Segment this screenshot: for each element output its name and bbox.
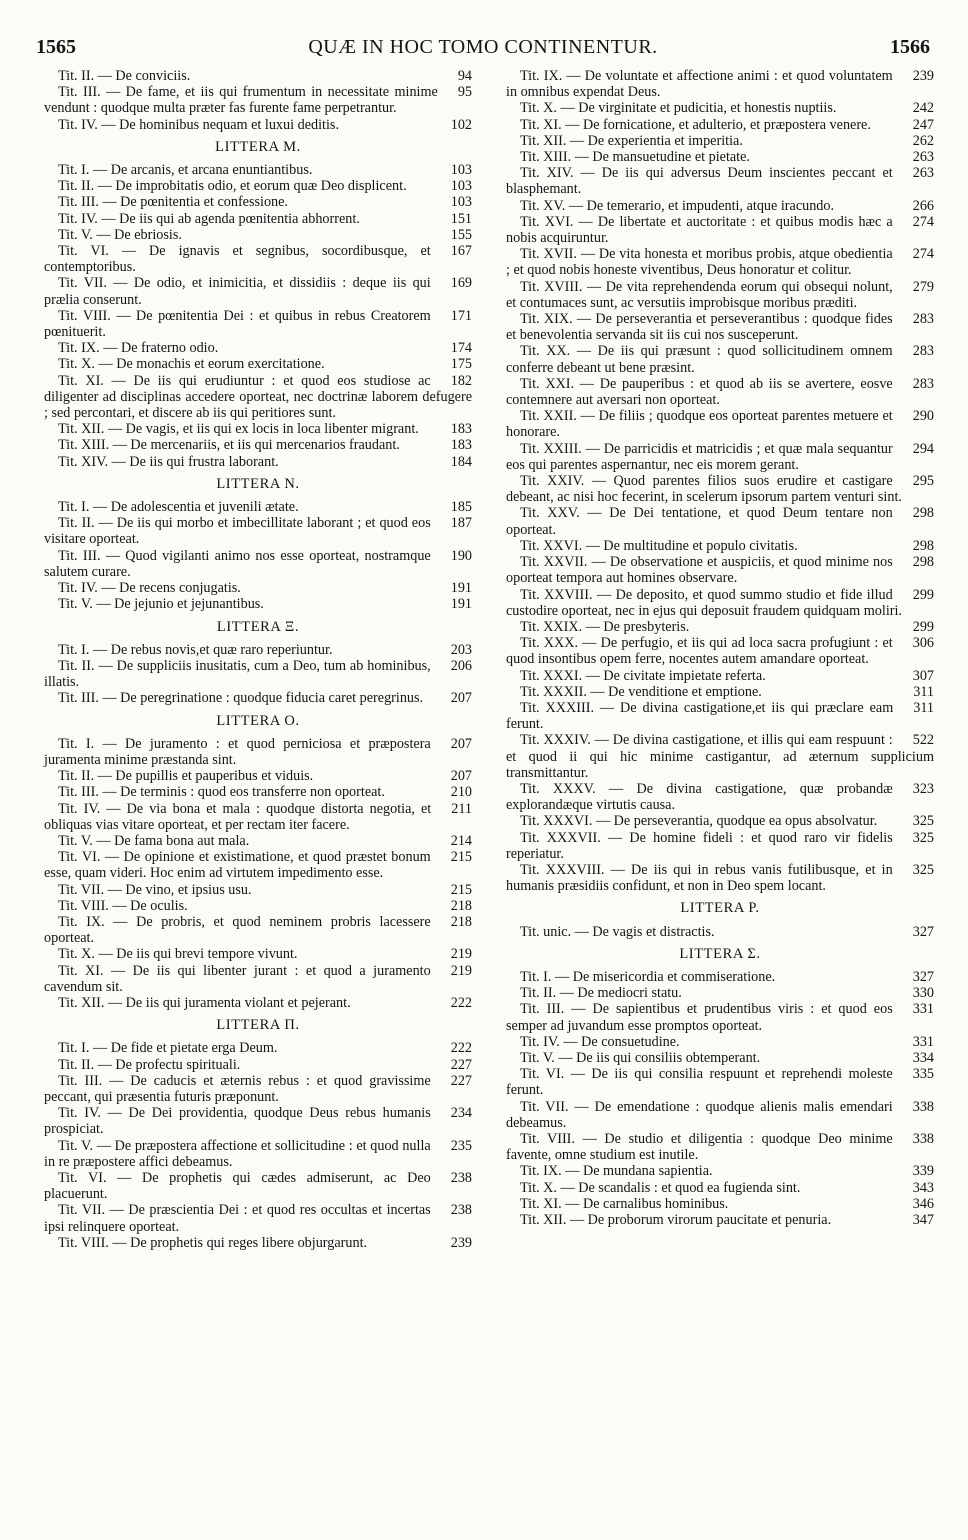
index-entry [506, 700, 934, 732]
entry-text: Tit. XII. — De experientia et imperitia. [520, 132, 743, 149]
entry-text: Tit. XIII. — De mercenariis, et iis qui mercenarios fraudant. [58, 437, 400, 454]
page-title: QUÆ IN HOC TOMO CONTINENTUR. [308, 36, 658, 58]
entry-text: Tit. I. — De misericordia et commiseratione. [520, 968, 776, 985]
index-entry [44, 1202, 472, 1234]
page-reference: 298 [912, 554, 934, 571]
entry-text: Tit. VII. — De emendatione : quodque alienis malis emendari debeamus. [506, 1098, 893, 1131]
right-column-number: 1566 [890, 36, 930, 58]
entry-text: Tit. XIII. — De mansuetudine et pietate. [520, 149, 750, 166]
page-reference: 210 [450, 784, 472, 801]
page-reference: 214 [450, 832, 472, 849]
section-heading: LITTERA N. [216, 475, 300, 492]
page-reference: 235 [450, 1137, 472, 1154]
entry-text: Tit. VI. — De iis qui consilia respuunt et reprehendi moleste ferunt. [506, 1066, 893, 1099]
index-entry [506, 198, 934, 214]
index-entry [44, 1057, 472, 1073]
page-reference: 263 [912, 165, 934, 182]
index-entry [44, 898, 472, 914]
page-reference: 207 [450, 690, 472, 707]
entry-text: Tit. XII. — De vagis, et iis qui ex locis in loca libenter migrant. [58, 421, 419, 438]
entry-text: Tit. IV. — De consuetudine. [520, 1033, 680, 1050]
page-reference: 263 [912, 149, 934, 166]
page-reference: 247 [912, 116, 934, 133]
index-entry [506, 1180, 934, 1196]
entry-text: Tit. XXIX. — De presbyteris. [520, 618, 690, 635]
index-entry [44, 849, 472, 881]
entry-text: Tit. I. — De fide et pietate erga Deum. [58, 1040, 278, 1057]
page-reference: 222 [450, 994, 472, 1011]
index-entry [506, 1099, 934, 1131]
section-heading: LITTERA O. [216, 712, 300, 729]
right-column [506, 68, 934, 1251]
section-heading: LITTERA Σ. [679, 945, 761, 962]
entry-text: Tit. IV. — De hominibus nequam et luxui deditis. [58, 116, 339, 133]
index-entry [44, 421, 472, 437]
page-reference: 298 [912, 505, 934, 522]
entry-text: Tit. XX. — De iis qui præsunt : quod sollicitudinem omnem conferre debeant ut bene præsint. [506, 343, 893, 376]
page-reference: 294 [912, 440, 934, 457]
entry-text: Tit. VII. — De odio, et inimicitia, et dissidiis : deque iis qui prælia conserunt. [44, 275, 431, 308]
index-entry [44, 84, 472, 116]
page-reference: 339 [912, 1163, 934, 1180]
page-reference: 102 [450, 116, 472, 133]
index-entry [506, 985, 934, 1001]
page-reference: 94 [457, 68, 472, 84]
page-reference: 184 [450, 453, 472, 470]
entry-text: Tit. X. — De monachis et eorum exercitatione. [58, 356, 325, 373]
page-reference: 338 [912, 1098, 934, 1115]
index-entry [506, 376, 934, 408]
index-entry [44, 690, 472, 706]
entry-text: Tit. XXIV. — Quod parentes filios suos erudire et castigare debeant, ac nisi hoc fecerint, in scelerum ipsorum partem venturi sint. [506, 473, 902, 506]
entry-text: Tit. III. — De sapientibus et prudentibus viris : et quod eos semper ad juvandum esse promptos oporteat. [506, 1001, 893, 1034]
entry-text: Tit. I. — De adolescentia et juvenili ætate. [58, 499, 299, 516]
index-entry [506, 68, 934, 100]
entry-text: Tit. II. — De pupillis et pauperibus et viduis. [58, 768, 314, 785]
entry-text: Tit. VIII. — De oculis. [58, 897, 188, 914]
index-entry [506, 117, 934, 133]
index-entry [44, 373, 472, 422]
page-reference: 290 [912, 408, 934, 425]
page-reference: 211 [451, 800, 472, 817]
index-entry [506, 554, 934, 586]
entry-text: Tit. III. — De peregrinatione : quodque fiducia caret peregrinus. [58, 690, 424, 707]
section-heading: LITTERA Ξ. [216, 618, 300, 635]
entry-text: Tit. IV. — De iis qui ab agenda pœnitentia abhorrent. [58, 210, 360, 227]
left-column-number: 1565 [36, 36, 76, 58]
page-reference: 298 [912, 537, 934, 554]
index-entry [506, 538, 934, 554]
page-reference: 239 [912, 68, 934, 84]
entry-text: Tit. I. — De juramento : et quod perniciosa et præpostera juramenta minime præstanda sint. [44, 735, 431, 768]
index-entry [506, 1034, 934, 1050]
entry-text: Tit. XXXII. — De venditione et emptione. [520, 683, 762, 700]
index-entry [44, 227, 472, 243]
entry-text: Tit. II. — De suppliciis inusitatis, cum a Deo, tum ab hominibus, illatis. [44, 657, 431, 691]
page-reference: 155 [450, 226, 472, 243]
entry-text: Tit. VI. — De opinione et existimatione, et quod præstet bonum esse, quam videri. Hoc enim ad virtutem impedimento esse. [44, 849, 431, 882]
entry-text: Tit. III. — De fame, et iis qui frumentum in necessitate minime vendunt : quodque multa præter fas furente fame perpetrantur. [44, 84, 438, 117]
index-entry [44, 784, 472, 800]
page-reference: 299 [912, 618, 934, 635]
entry-text: Tit. XXII. — De filiis ; quodque eos oporteat parentes metuere et honorare. [506, 408, 893, 441]
entry-text: Tit. XVI. — De libertate et auctoritate : et quibus modis hæc a nobis acquiruntur. [506, 213, 893, 247]
index-entry [506, 1131, 934, 1163]
page-reference: 299 [912, 586, 934, 603]
page-reference: 327 [912, 968, 934, 985]
index-entry [506, 635, 934, 667]
entry-text: Tit. III. — De caducis et æternis rebus : et quod gravissime peccant, qui præsentia futuris præponunt. [44, 1072, 431, 1105]
entry-text: Tit. V. — De præpostera affectione et sollicitudine : et quod nulla in re præpostere affici debeamus. [44, 1137, 431, 1170]
index-entry [44, 658, 472, 690]
entry-text: Tit. VIII. — De pœnitentia Dei : et quibus in rebus Creatorem pœnituerit. [44, 307, 431, 341]
entry-text: Tit. XI. — De fornicatione, et adulterio, et præpostera venere. [520, 116, 871, 133]
page-reference: 238 [450, 1202, 472, 1219]
page-reference: 331 [912, 1001, 934, 1018]
page-reference: 306 [912, 635, 934, 652]
index-entry [44, 1170, 472, 1202]
entry-text: Tit. XXVII. — De observatione et auspiciis, et quod minime nos oporteat tempora aut homines observare. [506, 554, 893, 587]
page-reference: 295 [912, 473, 934, 490]
page-reference: 279 [912, 278, 934, 295]
page-reference: 238 [450, 1170, 472, 1186]
page-reference: 219 [450, 962, 472, 979]
index-entry [44, 580, 472, 596]
page-reference: 327 [912, 923, 934, 940]
index-entry [506, 1066, 934, 1098]
entry-text: Tit. IX. — De fraterno odio. [58, 340, 219, 357]
page-reference: 206 [450, 657, 472, 674]
entry-text: Tit. VIII. — De prophetis qui reges libere objurgarunt. [58, 1234, 368, 1251]
entry-text: Tit. XXX. — De perfugio, et iis qui ad loca sacra profugiunt : et quod insontibus opem ferre, nocentes autem amandare oporteat. [506, 635, 893, 668]
index-entry [506, 214, 934, 246]
entry-text: Tit. II. — De conviciis. [58, 68, 191, 84]
entry-text: Tit. X. — De virginitate et pudicitia, et honestis nuptiis. [520, 100, 837, 117]
entry-text: Tit. V. — De iis qui consiliis obtemperant. [520, 1049, 761, 1066]
index-entry [44, 946, 472, 962]
entry-text: Tit. XXV. — De Dei tentatione, et quod Deum tentare non oporteat. [506, 505, 893, 538]
section-heading: LITTERA M. [215, 138, 301, 155]
index-entry [506, 969, 934, 985]
entry-text: Tit. VIII. — De studio et diligentia : quodque Deo minime favente, omne studium est inutile. [506, 1131, 893, 1164]
page-reference: 103 [450, 194, 472, 211]
index-entry [44, 642, 472, 658]
index-entry [44, 548, 472, 580]
index-entry [506, 684, 934, 700]
index-entry [44, 117, 472, 133]
index-entry [44, 340, 472, 356]
page-reference: 103 [450, 162, 472, 179]
page-reference: 215 [450, 849, 472, 866]
page-reference: 175 [450, 356, 472, 373]
index-entry [506, 813, 934, 829]
index-entry [506, 924, 934, 940]
page-reference: 325 [912, 813, 934, 830]
entry-text: Tit. XVIII. — De vita reprehendenda eorum qui obsequi nolunt, et contumaces sunt, ac versutiis improbisque moribus præditi. [506, 278, 893, 311]
page-reference: 190 [450, 547, 472, 564]
index-entry [44, 1073, 472, 1105]
index-entry [506, 668, 934, 684]
index-entry [506, 408, 934, 440]
page-reference: 169 [450, 275, 472, 292]
index-entry [44, 596, 472, 612]
page-reference: 207 [450, 735, 472, 752]
index-entry [506, 246, 934, 278]
page-reference: 183 [450, 437, 472, 454]
entry-text: Tit. XIV. — De iis qui frustra laborant. [58, 453, 279, 470]
index-entry [44, 162, 472, 178]
entry-text: Tit. XXXVI. — De perseverantia, quodque ea opus absolvatur. [520, 813, 878, 830]
page-reference: 187 [450, 515, 472, 532]
entry-text: Tit. IV. — De Dei providentia, quodque Deus rebus humanis prospiciat. [44, 1105, 431, 1138]
entry-text: Tit. VII. — De præscientia Dei : et quod res occultas et incertas ipsi relinquere oporteat. [44, 1202, 431, 1235]
index-entry [44, 68, 472, 84]
page-reference: 307 [912, 667, 934, 684]
entry-text: Tit. XXXIII. — De divina castigatione,et iis qui præclare eam ferunt. [506, 699, 894, 733]
entry-text: Tit. XVII. — De vita honesta et moribus probis, atque obedientia ; et quod nobis honeste viventibus, Deus honoratur et colitur. [506, 246, 893, 279]
index-entry [44, 882, 472, 898]
entry-text: Tit. VI. — De ignavis et segnibus, socordibusque, et contemptoribus. [44, 243, 431, 276]
page-reference: 227 [450, 1056, 472, 1073]
page-reference: 171 [450, 307, 472, 324]
index-entry [506, 781, 934, 813]
entry-text: Tit. XI. — De iis qui erudiuntur : et quod eos studiose ac diligenter ad disciplinas accedere oporteat, nec doctrinæ laborem defugere ; sed percontari, et discere ab iis qui peritiores sunt. [44, 372, 472, 422]
index-entry [44, 1105, 472, 1137]
index-entry [506, 1196, 934, 1212]
entry-text: Tit. unic. — De vagis et distractis. [520, 923, 715, 940]
page-reference: 335 [912, 1066, 934, 1083]
page-reference: 222 [450, 1040, 472, 1057]
index-entry [506, 505, 934, 537]
index-entry [44, 437, 472, 453]
index-entry [44, 356, 472, 372]
index-columns [44, 68, 934, 1251]
entry-text: Tit. XIV. — De iis qui adversus Deum inscientes peccant et blasphemant. [506, 165, 893, 198]
page-reference: 325 [912, 861, 934, 878]
entry-text: Tit. XXXVII. — De homine fideli : et quod raro vir fidelis reperiatur. [506, 829, 893, 862]
entry-text: Tit. V. — De jejunio et jejunantibus. [58, 596, 264, 613]
index-entry [506, 441, 934, 473]
page-reference: 262 [912, 132, 934, 149]
page-reference: 207 [450, 768, 472, 785]
index-entry [506, 343, 934, 375]
section-heading: LITTERA Π. [216, 1017, 300, 1034]
page-reference: 218 [450, 897, 472, 914]
page-reference: 331 [912, 1033, 934, 1050]
index-entry [506, 587, 934, 619]
page-reference: 219 [450, 946, 472, 963]
entry-text: Tit. XXVI. — De multitudine et populo civitatis. [520, 537, 798, 554]
index-entry [506, 149, 934, 165]
page-reference: 274 [912, 246, 934, 263]
page-reference: 347 [912, 1212, 934, 1229]
index-entry [44, 1040, 472, 1056]
page-reference: 266 [912, 197, 934, 214]
index-entry [44, 1235, 472, 1251]
entry-text: Tit. XV. — De temerario, et impudenti, atque iracundo. [520, 197, 835, 214]
index-entry [44, 499, 472, 515]
entry-text: Tit. IX. — De probris, et quod neminem probris lacessere oporteat. [44, 913, 431, 947]
page-reference: 167 [450, 243, 472, 260]
entry-text: Tit. VI. — De prophetis qui cædes admiserunt, ac Deo placuerunt. [44, 1170, 431, 1203]
index-entry [44, 1138, 472, 1170]
index-entry [44, 515, 472, 547]
page-reference: 218 [450, 913, 472, 930]
page-reference: 323 [912, 780, 934, 797]
entry-text: Tit. IV. — De recens conjugatis. [58, 580, 241, 597]
page-reference: 191 [450, 580, 472, 597]
index-entry [506, 1163, 934, 1179]
index-entry [506, 830, 934, 862]
index-entry [44, 308, 472, 340]
entry-text: Tit. III. — Quod vigilanti animo nos esse oporteat, nostramque salutem curare. [44, 547, 431, 580]
index-entry [506, 619, 934, 635]
entry-text: Tit. II. — De profectu spirituali. [58, 1056, 241, 1073]
left-column [44, 68, 472, 1251]
index-entry [506, 279, 934, 311]
running-header [36, 36, 930, 60]
index-entry [506, 1212, 934, 1228]
index-entry [506, 165, 934, 197]
entry-text: Tit. XXVIII. — De deposito, et quod summo studio et fide illud custodire oporteat, nec in ejus qui deposuit fraudem quidquam moliri. [506, 586, 902, 619]
entry-text: Tit. II. — De iis qui morbo et imbecillitate laborant ; et quod eos visitare oporteat. [44, 515, 431, 548]
entry-text: Tit. X. — De iis qui brevi tempore vivunt. [58, 946, 298, 963]
index-entry [506, 311, 934, 343]
index-entry [506, 100, 934, 116]
entry-text: Tit. X. — De scandalis : et quod ea fugienda sint. [520, 1179, 801, 1196]
entry-text: Tit. V. — De fama bona aut mala. [58, 832, 250, 849]
entry-text: Tit. I. — De arcanis, et arcana enuntiantibus. [58, 162, 313, 179]
page-reference: 274 [912, 213, 934, 230]
index-entry [44, 963, 472, 995]
index-entry [44, 211, 472, 227]
page-reference: 343 [912, 1179, 934, 1196]
index-entry [44, 736, 472, 768]
entry-text: Tit. XI. — De iis qui libenter jurant : et quod a juramento cavendum sit. [44, 962, 431, 995]
entry-text: Tit. IV. — De via bona et mala : quodque distorta negotia, et obliquas vias vitare oporteat, et per rectam iter facere. [44, 800, 432, 833]
index-entry [44, 914, 472, 946]
page-reference: 183 [450, 421, 472, 438]
entry-text: Tit. II. — De mediocri statu. [520, 985, 682, 1002]
index-entry [506, 1050, 934, 1066]
page-reference: 182 [450, 372, 472, 389]
index-entry [506, 473, 934, 505]
entry-text: Tit. XXXVIII. — De iis qui in rebus vanis futilibusque, et in humanis præsidiis confidunt, et non in Deo spem locant. [506, 861, 893, 895]
index-entry [506, 732, 934, 781]
entry-text: Tit. II. — De improbitatis odio, et eorum quæ Deo displicent. [58, 178, 407, 195]
page-reference: 283 [912, 375, 934, 392]
page-reference: 330 [912, 985, 934, 1002]
page-reference: 283 [912, 343, 934, 360]
index-entry [506, 133, 934, 149]
index-entry [44, 243, 472, 275]
index-entry [506, 862, 934, 894]
entry-text: Tit. IX. — De voluntate et affectione animi : et quod voluntatem in omnibus expendat Deus. [506, 68, 893, 101]
page-reference: 95 [457, 84, 472, 101]
index-entry [506, 1001, 934, 1033]
entry-text: Tit. XII. — De iis qui juramenta violant et pejerant. [58, 994, 351, 1011]
entry-text: Tit. XXXI. — De civitate impietate referta. [520, 667, 766, 684]
index-entry [44, 833, 472, 849]
page-reference: 203 [450, 641, 472, 658]
entry-text: Tit. XXXIV. — De divina castigatione, et illis qui eam respuunt : et quod ii qui hic minime castigantur, ad æternum supplicium transmittantur. [506, 732, 934, 781]
index-entry [44, 768, 472, 784]
entry-text: Tit. XXI. — De pauperibus : et quod ab iis se avertere, eosve contemnere aut aversari non oporteat. [506, 375, 893, 409]
entry-text: Tit. XXIII. — De parricidis et matricidis ; et quæ mala sequantur eos qui parentes aspernantur, nec eis morem gerant. [506, 440, 893, 473]
index-entry [44, 178, 472, 194]
page-reference: 151 [450, 210, 472, 227]
page-reference: 174 [450, 340, 472, 357]
page-reference: 338 [912, 1131, 934, 1147]
entry-text: Tit. VII. — De vino, et ipsius usu. [58, 881, 252, 898]
index-entry [44, 995, 472, 1011]
entry-text: Tit. XIX. — De perseverantia et perseverantibus : quodque fides et benevolentia servanda sit iis cui nos susceperunt. [506, 311, 893, 344]
page-reference: 215 [450, 881, 472, 898]
page-reference: 234 [450, 1105, 472, 1122]
page-reference: 227 [450, 1072, 472, 1089]
page-reference: 311 [913, 683, 934, 700]
page-reference: 242 [912, 100, 934, 117]
entry-text: Tit. XXXV. — De divina castigatione, quæ probandæ explorandæque virtutis causa. [506, 780, 893, 814]
entry-text: Tit. XII. — De proborum virorum paucitate et penuria. [520, 1212, 832, 1229]
page-reference: 103 [450, 178, 472, 195]
entry-text: Tit. IX. — De mundana sapientia. [520, 1163, 713, 1180]
page-reference: 239 [450, 1234, 472, 1251]
page-reference: 346 [912, 1195, 934, 1212]
index-entry [44, 801, 472, 833]
section-heading: LITTERA P. [680, 900, 760, 917]
entry-text: Tit. V. — De ebriosis. [58, 226, 182, 243]
index-entry [44, 275, 472, 307]
entry-text: Tit. III. — De terminis : quod eos transferre non oporteat. [58, 784, 385, 801]
entry-text: Tit. I. — De rebus novis,et quæ raro reperiuntur. [58, 641, 333, 658]
index-entry [44, 454, 472, 470]
page-reference: 283 [912, 311, 934, 328]
page-reference: 325 [912, 829, 934, 846]
page-reference: 522 [912, 732, 934, 749]
page-reference: 334 [912, 1049, 934, 1066]
entry-text: Tit. III. — De pœnitentia et confessione. [58, 194, 288, 211]
page-reference: 185 [450, 499, 472, 516]
page-reference: 311 [913, 699, 934, 716]
page-reference: 191 [450, 596, 472, 613]
entry-text: Tit. XI. — De carnalibus hominibus. [520, 1195, 729, 1212]
index-entry [44, 194, 472, 210]
